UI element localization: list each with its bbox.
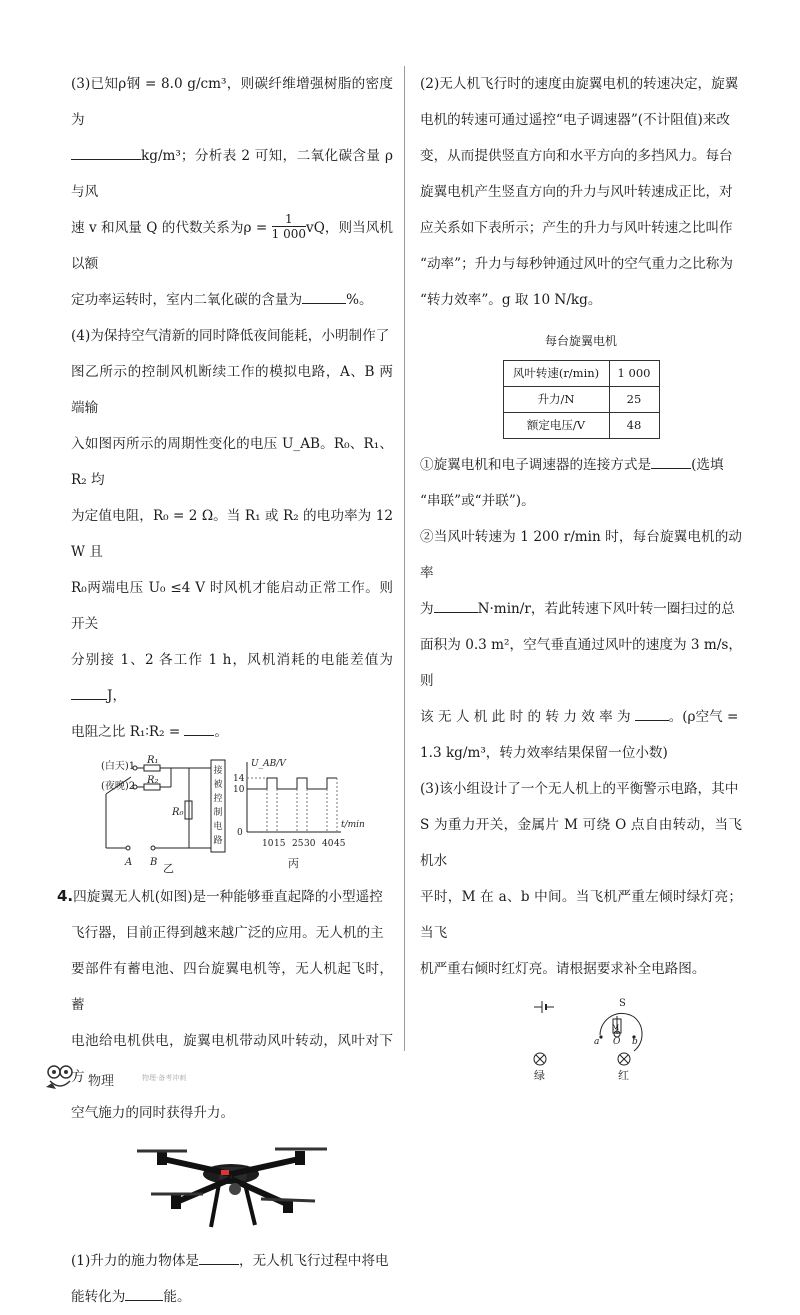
x-tick: 40 — [322, 839, 334, 849]
q4-part4-line7: 电阻之比 R₁∶R₂ = 。 — [71, 724, 228, 740]
figures-yi-bing — [71, 754, 393, 874]
label-s: S — [619, 998, 626, 1009]
y-axis-label: U_AB/V — [251, 759, 286, 769]
column-divider — [404, 66, 405, 1051]
q4-part2-line: 应关系如下表所示；产生的升力与风叶转速之比叫作 — [420, 220, 733, 236]
box-char: 被 — [213, 780, 223, 790]
terminal-b — [151, 846, 155, 850]
q4-part2b-line1: ②当风叶转速为 1 200 r/min 时，每台旋翼电机的动率 — [420, 529, 742, 581]
q4-part4-line: 图乙所示的控制风机断续工作的模拟电路，A、B 两端输 — [71, 364, 393, 416]
q4-part2a-line1: ①旋翼电机和电子调速器的连接方式是 (选填 — [420, 457, 724, 473]
q4-part4 — [71, 318, 393, 642]
q3-line3: 速 v 和风量 Q 的代数关系为ρ = $\frac{1}{1 000}$ vQ，则当风机以额 — [71, 212, 393, 272]
q4-intro-line: 空气施力的同时获得升力。 — [71, 1105, 235, 1121]
q4-part3-line: 平时，M 在 a、b 中间。当飞机严重左倾时绿灯亮；当飞 — [420, 889, 742, 941]
box-char: 控 — [213, 794, 223, 804]
q4-part2b-line4: 该 无 人 机 此 时 的 转 力 效 率 为 。(ρ空气 = — [420, 709, 739, 725]
y-tick: 0 — [237, 828, 243, 838]
label-green: 绿 — [534, 1069, 545, 1082]
q4-intro-line: 飞行器，目前正得到越来越广泛的应用。无人机的主 — [71, 925, 384, 941]
footer-mascot-icon — [44, 1063, 78, 1091]
label-red: 红 — [618, 1069, 629, 1082]
q4-part4-line6: 分别接 1、2 各工作 1 h，风机消耗的电能差值为J， — [71, 652, 393, 704]
x-tick: 45 — [334, 839, 346, 849]
q4-part2-line: (2)无人机飞行时的速度由旋翼电机的转速决定，旋翼 — [420, 76, 739, 92]
x-tick: 25 — [292, 839, 304, 849]
motor-spec-table — [503, 360, 660, 439]
x-tick: 10 — [262, 839, 274, 849]
graph-bing — [233, 759, 365, 870]
table-cell-label: 升力/N — [503, 387, 609, 413]
gravity-switch[interactable] — [594, 998, 642, 1051]
table-cell-label: 额定电压/V — [503, 413, 609, 439]
motor — [171, 1195, 181, 1209]
box-char: 制 — [213, 808, 223, 818]
q4-part4-line: 为定值电阻，R₀ = 2 Ω。当 R₁ 或 R₂ 的电功率为 12 W 且 — [71, 508, 393, 560]
x-tick: 30 — [304, 839, 316, 849]
q4-part4-line: (4)为保持空气清新的同时降低夜间能耗，小明制作了 — [71, 328, 390, 344]
footer-subject: 物理 — [88, 1074, 115, 1089]
green-lamp-icon — [534, 1053, 546, 1082]
q4-part1-line1: (1)升力的施力物体是 ，无人机飞行过程中将电 — [71, 1253, 389, 1269]
red-lamp-icon — [618, 1053, 630, 1082]
box-char: 接 — [213, 766, 223, 776]
q4-intro-line1: 4.四旋翼无人机(如图)是一种能够垂直起降的小型遥控 — [57, 887, 383, 905]
q4-part2b-line3: 面积为 0.3 m²，空气垂直通过风叶的速度为 3 m/s，则 — [420, 637, 742, 689]
table-row — [503, 413, 659, 439]
label-r1: R₁ — [147, 755, 159, 766]
q3-line1: (3)已知ρ钢 = 8.0 g/cm³，则碳纤维增强树脂的密度为 — [71, 76, 393, 128]
q4-part4-line: R₀两端电压 U₀ ≤4 V 时风机才能启动正常工作。则开关 — [71, 580, 393, 632]
label-night: (夜晚)2 — [101, 781, 136, 792]
table-cell-value: 48 — [609, 413, 659, 439]
y-tick: 10 — [233, 785, 245, 795]
answer-blank-force-source[interactable] — [199, 1264, 239, 1265]
answer-blank-efficiency[interactable] — [635, 720, 669, 721]
answer-blank-energy-form[interactable] — [125, 1300, 163, 1301]
label-a: a — [594, 1037, 600, 1047]
label-m: M — [612, 1024, 620, 1032]
landing-leg — [211, 1184, 219, 1227]
table-row — [503, 387, 659, 413]
q4-part3-line: (3)该小组设计了一个无人机上的平衡警示电路，其中 — [420, 781, 739, 797]
answer-blank-connection[interactable] — [651, 468, 691, 469]
table-row — [503, 361, 659, 387]
fraction: $\frac{1}{1 000}$ — [271, 212, 307, 241]
battery-icon — [534, 1001, 554, 1013]
q4-part3-line: 机严重右倾时红灯亮。请根据要求补全电路图。 — [420, 961, 706, 977]
circuit-yi — [101, 755, 225, 875]
motor — [295, 1151, 305, 1165]
x-tick: 15 — [274, 839, 286, 849]
q4-part2-line: 电机的转速可通过遥控“电子调速器”(不计阻值)来改 — [420, 112, 730, 128]
table-title: 每台旋翼电机 — [544, 334, 617, 348]
label-b: B — [150, 857, 158, 868]
answer-blank-ratio[interactable] — [184, 735, 214, 736]
q4-part2b-line2: 为 N·min/r，若此转速下风叶转一圈扫过的总 — [420, 601, 735, 617]
label-r2: R₂ — [147, 775, 159, 786]
footer-sub-label: 物理·备考冲刺 — [142, 1074, 187, 1082]
drone-image — [71, 1139, 393, 1239]
label-b: b — [632, 1037, 638, 1047]
box-char: 电 — [213, 822, 223, 832]
table-cell-value: 25 — [609, 387, 659, 413]
q4-part2-line: 旋翼电机产生竖直方向的升力与风叶转速成正比，对 — [420, 184, 733, 200]
q4-part3-line: S 为重力开关，金属片 M 可绕 O 点自由转动，当飞机水 — [420, 817, 742, 869]
q4-part2-line: “动率”；升力与每秒钟通过风叶的空气重力之比称为 — [420, 256, 733, 272]
warning-circuit-diagram — [420, 991, 742, 1081]
voltage-waveform — [247, 778, 337, 789]
answer-blank-rate[interactable] — [434, 612, 478, 613]
left-column — [57, 66, 393, 1315]
q4-part2-line: “转力效率”。g 取 10 N/kg。 — [420, 292, 602, 308]
box-char: 路 — [213, 836, 223, 846]
q4-part2-line: 变，从而提供竖直方向和水平方向的多挡风力。每台 — [420, 148, 733, 164]
q4-part4-line: 入如图丙所示的周期性变化的电压 U_AB。R₀、R₁、R₂ 均 — [71, 436, 393, 488]
answer-blank-density[interactable] — [71, 159, 141, 160]
q4-part1-line2: 能转化为 能。 — [71, 1289, 191, 1305]
motor — [157, 1151, 167, 1165]
table-cell-label: 风叶转速(r/min) — [503, 361, 609, 387]
y-tick: 14 — [233, 774, 245, 784]
terminal-a — [126, 846, 130, 850]
q4-part2a-line2: “串联”或“并联”)。 — [420, 493, 535, 509]
right-column — [420, 66, 742, 1081]
caption-yi: 乙 — [163, 862, 174, 875]
table-cell-value: 1 000 — [609, 361, 659, 387]
camera — [229, 1183, 241, 1195]
label-a: A — [125, 857, 133, 868]
answer-blank-co2[interactable] — [302, 303, 346, 304]
answer-blank-energy[interactable] — [71, 699, 107, 700]
q4-part2b-line5: 1.3 kg/m³，转力效率结果保留一位小数) — [420, 745, 668, 761]
question-number: 4. — [57, 887, 74, 905]
label-o: O — [613, 1037, 621, 1047]
q3-line4: 定功率运转时，室内二氧化碳的含量为 %。 — [71, 292, 373, 308]
propeller — [261, 1199, 315, 1201]
label-r0: R₀ — [172, 807, 184, 818]
q4-intro-line: 要部件有蓄电池、四台旋翼电机等，无人机起飞时，蓄 — [71, 961, 393, 1013]
x-axis-label: t/min — [341, 820, 365, 830]
label-day: (白天)1 — [101, 761, 136, 772]
q4-intro-line: 电池给电机供电，旋翼电机带动风叶转动，风叶对下方 — [71, 1033, 393, 1085]
caption-bing: 丙 — [288, 857, 299, 870]
q3-line2: kg/m³；分析表 2 可知，二氧化碳含量 ρ 与风 — [71, 148, 393, 200]
